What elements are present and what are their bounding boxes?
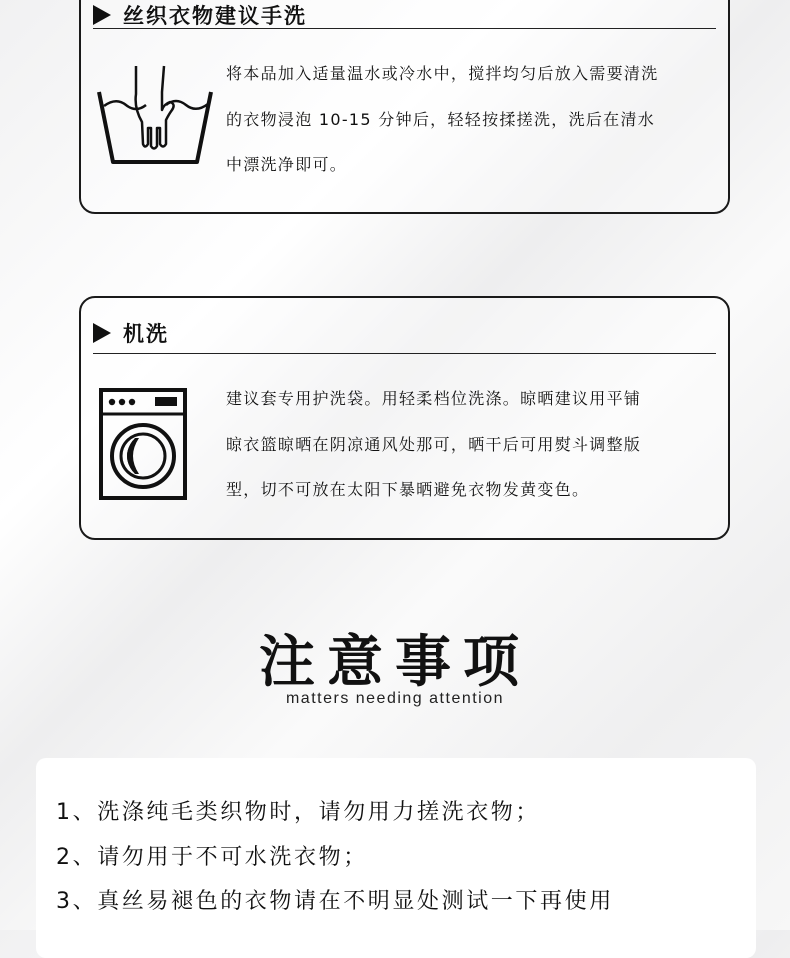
machine-wash-heading bbox=[93, 318, 169, 348]
notice-panel bbox=[36, 758, 756, 958]
washing-machine-icon bbox=[99, 388, 187, 504]
text-line: 将本品加入适量温水或冷水中，搅拌均匀后放入需要清洗 bbox=[226, 64, 659, 83]
text-line: 晾衣篮晾晒在阴凉通风处那可，晒干后可用熨斗调整版 bbox=[226, 434, 642, 454]
hand-wash-card bbox=[79, 0, 730, 214]
hand-wash-text bbox=[226, 51, 726, 188]
hand-wash-icon bbox=[96, 64, 214, 168]
text-line: 的衣物浸泡 10-15 分钟后，轻轻按揉搓洗，洗后在清水 bbox=[226, 109, 656, 129]
divider bbox=[93, 353, 716, 354]
notice-title: 注意事项 bbox=[259, 630, 531, 695]
machine-wash-card bbox=[79, 296, 730, 540]
notice-item: 2、请勿用于不可水洗衣物； bbox=[56, 845, 368, 870]
hand-wash-title: 丝织衣物建议手洗 bbox=[123, 4, 307, 28]
machine-wash-text bbox=[226, 376, 721, 513]
machine-wash-title: 机洗 bbox=[123, 322, 169, 346]
hand-wash-heading bbox=[93, 0, 307, 30]
text-line: 中漂洗净即可。 bbox=[226, 155, 348, 174]
play-triangle-icon bbox=[93, 323, 111, 343]
text-line: 建议套专用护洗袋。用轻柔档位洗涤。晾晒建议用平铺 bbox=[226, 389, 642, 408]
notice-subtitle: matters needing attention bbox=[285, 690, 505, 707]
notice-item: 1、洗涤纯毛类织物时，请勿用力搓洗衣物； bbox=[56, 800, 540, 825]
notice-item: 3、真丝易褪色的衣物请在不明显处测试一下再使用 bbox=[56, 889, 614, 914]
divider bbox=[93, 28, 716, 29]
text-line: 型，切不可放在太阳下暴晒避免衣物发黄变色。 bbox=[226, 480, 590, 499]
play-triangle-icon bbox=[93, 5, 111, 25]
